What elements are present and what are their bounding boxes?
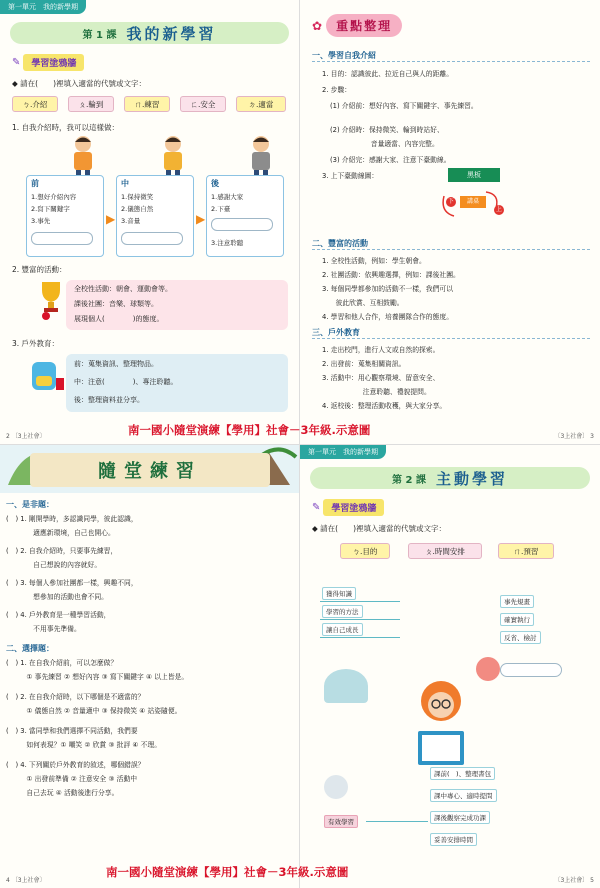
note-line: 1. 走出校門，進行人文或自然的探索。 — [322, 346, 440, 354]
outdoor-box — [66, 354, 288, 412]
column-head: 前 — [31, 179, 39, 188]
key-points-title — [312, 14, 402, 37]
option-chip: ㄅ.目的 — [340, 543, 390, 559]
podium: 講桌 — [460, 196, 486, 208]
column-line: 2.儀態自然 — [121, 205, 154, 213]
mc-question-line: ① 儀態自然 ② 音量適中 ③ 保持微笑 ④ 站姿隨便。 — [6, 707, 182, 715]
section-divider — [312, 61, 590, 62]
boy-bowing-illustration — [244, 133, 278, 177]
column-line: 2.下臺 — [211, 205, 231, 213]
column-line: 2.寫下關鍵字 — [31, 205, 70, 213]
page-2 — [0, 0, 300, 444]
activity-line: 課後社團：音樂、球類等。 — [74, 300, 158, 308]
mindmap-node: 課前( )、整理書包 — [430, 767, 495, 780]
note-line: 4. 學習和他人合作，培養團隊合作的態度。 — [322, 313, 453, 321]
section-heading: 三、戶外教育 — [312, 328, 360, 337]
practice-title: 隨堂練習 — [98, 461, 202, 482]
column-line: 3.注意聆聽 — [211, 239, 244, 247]
boy-illustration — [66, 133, 100, 177]
mc-question-line: ( ) 3. 當同學和我們選擇不同活動，我們要 — [6, 727, 138, 735]
note-line: 2. 步驟： — [322, 86, 352, 94]
column-line: 1.保持微笑 — [121, 193, 154, 201]
key-points-label: 重點整理 — [326, 14, 402, 37]
section-heading: 二、選擇題： — [6, 644, 54, 653]
after-column — [206, 175, 284, 257]
lesson-number: 第 2 課 — [392, 474, 426, 486]
mc-question-line: ① 事先練習 ② 想好內容 ③ 寫下關鍵字 ④ 以上皆是。 — [6, 673, 189, 681]
note-line: 音量適當、內容完整。 — [330, 140, 439, 148]
note-line: (1) 介紹前：想好內容、寫下關鍵字、事先練習。 — [330, 102, 478, 110]
tf-question-line: 適應新環境，自己也開心。 — [6, 529, 115, 537]
tf-question-line: ( ) 4. 戶外教育是一種學習活動， — [6, 611, 111, 619]
backpack-icon — [26, 354, 66, 394]
lesson-header — [10, 22, 289, 44]
ribbon-label: 學習塗鴉牆 — [323, 499, 384, 516]
answer-blank[interactable] — [211, 218, 273, 231]
mc-question-line: ( ) 2. 在自我介紹時，以下哪個是不適當的？ — [6, 693, 145, 701]
mc-question-line: ( ) 4. 下列關於戶外教育的敘述，哪個錯誤？ — [6, 761, 145, 769]
watermark-caption-top: 南一國小隨堂演練【學用】社會－3年級.示意圖 — [128, 423, 371, 437]
mindmap-connector — [320, 601, 400, 602]
lesson-header — [310, 467, 590, 489]
page-number: 〔3上社會〕 3 — [554, 433, 594, 440]
note-line: 1. 全校性活動，例如：學生朝會。 — [322, 257, 426, 265]
question-2: 2. 豐富的活動： — [12, 265, 67, 274]
mindmap-node: 妥善安排時間 — [430, 833, 477, 846]
page-number: 〔3上社會〕 5 — [554, 877, 594, 884]
lesson-number: 第 1 課 — [82, 29, 117, 41]
trophy-icon — [38, 280, 64, 320]
mindmap-node: 學習的方法 — [322, 605, 363, 618]
answer-blank[interactable] — [31, 232, 93, 245]
boy-thumbs-up-illustration — [156, 133, 190, 177]
brain-gear-icon — [476, 657, 500, 681]
column-line: 1.感謝大家 — [211, 193, 244, 201]
note-line: 4. 返校後：整理活動收穫，與大家分享。 — [322, 402, 447, 410]
option-chip: ㄇ.練習 — [124, 96, 170, 112]
activity-line: 展現個人( )的態度。 — [74, 315, 164, 323]
option-chip: ㄈ.安全 — [180, 96, 226, 112]
outdoor-line: 前：蒐集資訊、整理物品。 — [74, 360, 158, 368]
column-line: 3.音量 — [121, 217, 141, 225]
section-heading: 一、學習自我介紹 — [312, 51, 376, 60]
option-chip: ㄆ.時間安排 — [408, 543, 482, 559]
question-1: 1. 自我介紹時，我可以這樣做： — [12, 123, 120, 132]
practice-banner — [30, 453, 270, 487]
unit-tab: 第一單元 我的新學期 — [300, 445, 386, 459]
lesson-title: 我的新學習 — [126, 24, 217, 43]
note-line: 2. 出發前：蒐集相關資訊。 — [322, 360, 406, 368]
tf-question-line: ( ) 2. 自我介紹時，只要事先練習， — [6, 547, 118, 555]
arrow-right-icon: ▶ — [196, 212, 206, 226]
section-divider — [312, 338, 590, 339]
column-head: 中 — [121, 179, 129, 188]
tf-question-line: ( ) 1. 剛開學時，多認識同學，彼此認識， — [6, 515, 138, 523]
note-line: 3. 活動中：用心觀察環境、留意安全、 — [322, 374, 440, 382]
pencil-icon: ✎ — [12, 57, 21, 68]
page-5 — [300, 444, 600, 888]
column-head: 後 — [211, 179, 219, 188]
note-line: 2. 社團活動：依興趣選擇，例如：課後社團。 — [322, 271, 460, 279]
activity-line: 全校性活動：朝會、運動會等。 — [74, 285, 172, 293]
mindmap-connector — [366, 821, 428, 822]
section-heading: 二、豐富的活動 — [312, 239, 368, 248]
mindmap-node: 課中專心、適時提問 — [430, 789, 497, 802]
tf-question-line: 不用事先準備。 — [6, 625, 81, 633]
column-line: 3.事先 — [31, 217, 51, 225]
note-line: (3) 介紹完：感謝大家、注意下臺動線。 — [330, 156, 451, 164]
ribbon-label: 學習塗鴉牆 — [23, 54, 84, 71]
note-line: 3. 每個同學都參加的活動不一樣，我們可以 — [322, 285, 453, 293]
option-chip: ㄆ.輪到 — [68, 96, 114, 112]
mindmap-node: 獲得知識 — [322, 587, 356, 600]
column-line: 1.想好介紹內容 — [31, 193, 77, 201]
down-marker: 下 — [447, 198, 454, 205]
person-icon — [324, 775, 348, 799]
mc-question-line: 自己去玩 ④ 活動後進行分享。 — [6, 789, 119, 797]
mindmap-connector — [320, 619, 400, 620]
mindmap-node: 確實執行 — [500, 613, 534, 626]
option-chip: ㄉ.適當 — [236, 96, 286, 112]
page-4 — [0, 444, 300, 888]
mindmap-node: 事先規畫 — [500, 595, 534, 608]
option-chip: ㄅ.介紹 — [12, 96, 58, 112]
outdoor-line: 中：注意( )、專注聆聽。 — [74, 378, 178, 386]
note-line: 1. 目的：認識彼此、拉近自己與人的距離。 — [322, 70, 453, 78]
before-column — [26, 175, 104, 257]
instruction: ◆ 請在( )裡填入適當的代號或文字： — [312, 524, 447, 533]
during-column — [116, 175, 194, 257]
doodle-wall-ribbon — [312, 499, 384, 516]
mindmap-center: 有效學習 — [324, 815, 358, 828]
page-number: 4 〔3上社會〕 — [6, 877, 46, 884]
girl-reading-illustration — [406, 673, 476, 773]
flower-icon: ✿ — [312, 18, 323, 33]
pencil-icon: ✎ — [312, 502, 321, 513]
page-number: 2 〔3上社會〕 — [6, 433, 46, 440]
instruction: ◆ 請在( )裡填入適當的代號或文字： — [12, 79, 147, 88]
doodle-wall-ribbon — [12, 54, 84, 71]
tf-question-line: 自己想說的內容就好。 — [6, 561, 102, 569]
activities-box — [66, 280, 288, 330]
arrow-right-icon: ▶ — [106, 212, 116, 226]
blackboard: 黑板 — [448, 168, 500, 182]
section-heading: 一、是非題： — [6, 500, 54, 509]
option-chip: ㄇ.預習 — [498, 543, 554, 559]
page-3 — [300, 0, 600, 444]
mc-question-line: ① 出發前準備 ② 注意安全 ③ 活動中 — [6, 775, 138, 783]
mindmap-connector — [320, 637, 400, 638]
outdoor-line: 後：整理資料並分享。 — [74, 396, 144, 404]
mindmap-node: 讓自己成長 — [322, 623, 363, 636]
note-line: 注意聆聽、禮貌提問。 — [322, 388, 431, 396]
mc-question-line: 如何表現？① 嘲笑 ② 欣賞 ③ 批評 ④ 不理。 — [6, 741, 162, 749]
up-marker: 上 — [495, 206, 502, 213]
note-line: (2) 介紹時：保持微笑、輪到時站好、 — [330, 126, 444, 134]
question-3: 3. 戶外教育： — [12, 339, 60, 348]
note-line: 彼此欣賞、互相鼓勵。 — [322, 299, 404, 307]
mountain-icon — [324, 669, 368, 703]
answer-blank[interactable] — [500, 663, 562, 677]
tf-question-line: 想參加的活動也會不同。 — [6, 593, 108, 601]
note-line: 3. 上下臺動線圖： — [322, 172, 379, 180]
section-divider — [312, 249, 590, 250]
mindmap-node: 課後觀察完成功課 — [430, 811, 490, 824]
tf-question-line: ( ) 3. 每個人參加社團都一樣，興趣不同， — [6, 579, 138, 587]
route-arrows — [440, 186, 506, 222]
watermark-caption-bottom: 南一國小隨堂演練【學用】社會－3年級.示意圖 — [106, 865, 349, 879]
mindmap-node: 反省、檢討 — [500, 631, 541, 644]
unit-tab: 第一單元 我的新學期 — [0, 0, 86, 14]
answer-blank[interactable] — [121, 232, 183, 245]
lesson-title: 主動學習 — [435, 469, 508, 488]
mc-question-line: ( ) 1. 在自我介紹前，可以怎麼做？ — [6, 659, 118, 667]
